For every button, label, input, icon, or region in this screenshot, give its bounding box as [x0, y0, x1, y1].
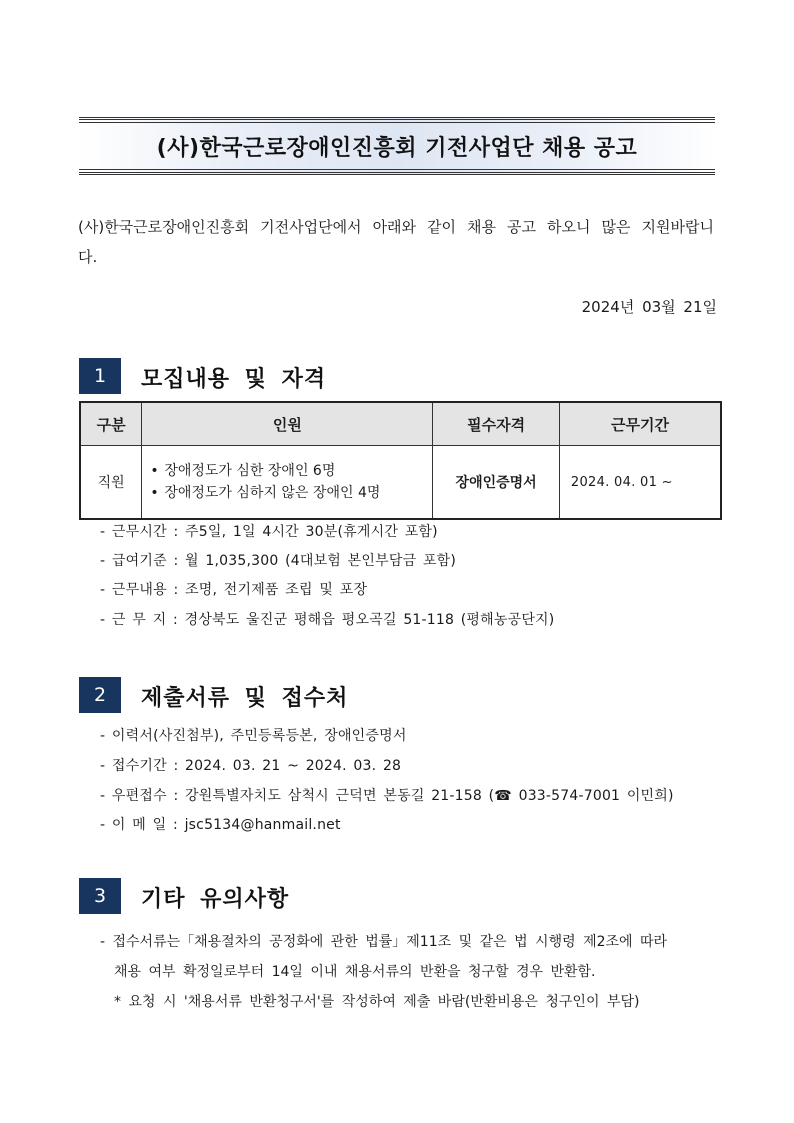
section-3-title: 기타 유의사항	[141, 887, 290, 912]
notice-title-box	[79, 117, 715, 175]
table-header-category: 구분	[80, 402, 142, 446]
bullet-icon: •	[150, 463, 159, 479]
recruitment-table	[79, 401, 722, 520]
cell-people	[142, 446, 433, 520]
intro-paragraph: (사)한국근로장애인진흥회 기전사업단에서 아래와 같이 채용 공고 하오니 많은 지원바랍니다.	[78, 218, 714, 266]
section-3-number: 3	[79, 878, 121, 914]
section-1-title: 모집내용 및 자격	[141, 367, 327, 392]
notice-title: (사)한국근로장애인진흥회 기전사업단 채용 공고	[156, 135, 638, 161]
list-item	[150, 482, 431, 504]
note-line-2: 채용 여부 확정일로부터 14일 이내 채용서류의 반환을 청구할 경우 반환함.	[114, 964, 596, 980]
note-line-3: * 요청 시 '채용서류 반환청구서'를 작성하여 제출 바람(반환비용은 청구인이 부담)	[114, 994, 640, 1010]
table-row	[80, 446, 721, 520]
section-2-title: 제출서류 및 접수처	[141, 686, 349, 711]
table-header-period: 근무기간	[559, 402, 721, 446]
cell-category: 직원	[80, 446, 142, 520]
section-2-number: 2	[79, 677, 121, 713]
detail-application-period: - 접수기간 : 2024. 03. 21 ~ 2024. 03. 28	[100, 758, 402, 774]
detail-work-hours: - 근무시간 : 주5일, 1일 4시간 30분(휴게시간 포함)	[100, 524, 438, 540]
section-1-number: 1	[79, 358, 121, 394]
detail-work-content: - 근무내용 : 조명, 전기제품 조립 및 포장	[100, 582, 368, 598]
people-item-2: 장애정도가 심하지 않은 장애인 4명	[164, 485, 381, 501]
table-header-qualification: 필수자격	[433, 402, 560, 446]
table-header-people: 인원	[142, 402, 433, 446]
detail-salary: - 급여기준 : 월 1,035,300 (4대보험 본인부담금 포함)	[100, 553, 457, 569]
detail-mail-address: - 우편접수 : 강원특별자치도 삼척시 근덕면 본동길 21-158 (☎ 033-574-7001 이민희)	[100, 788, 674, 804]
detail-email: - 이 메 일 : jsc5134@hanmail.net	[100, 817, 341, 833]
notice-date: 2024년 03월 21일	[581, 298, 717, 316]
bullet-icon: •	[150, 485, 159, 501]
note-line-1: - 접수서류는「채용절차의 공정화에 관한 법률」제11조 및 같은 법 시행령 제2조에 따라	[100, 934, 668, 950]
table-header-row	[80, 402, 721, 446]
list-item	[150, 460, 431, 482]
cell-qualification: 장애인증명서	[433, 446, 560, 520]
detail-documents: - 이력서(사진첨부), 주민등록등본, 장애인증명서	[100, 728, 407, 744]
people-item-1: 장애정도가 심한 장애인 6명	[164, 463, 336, 479]
cell-period: 2024. 04. 01 ~	[559, 446, 721, 520]
detail-workplace: - 근 무 지 : 경상북도 울진군 평해읍 평오곡길 51-118 (평해농공단지)	[100, 612, 555, 628]
